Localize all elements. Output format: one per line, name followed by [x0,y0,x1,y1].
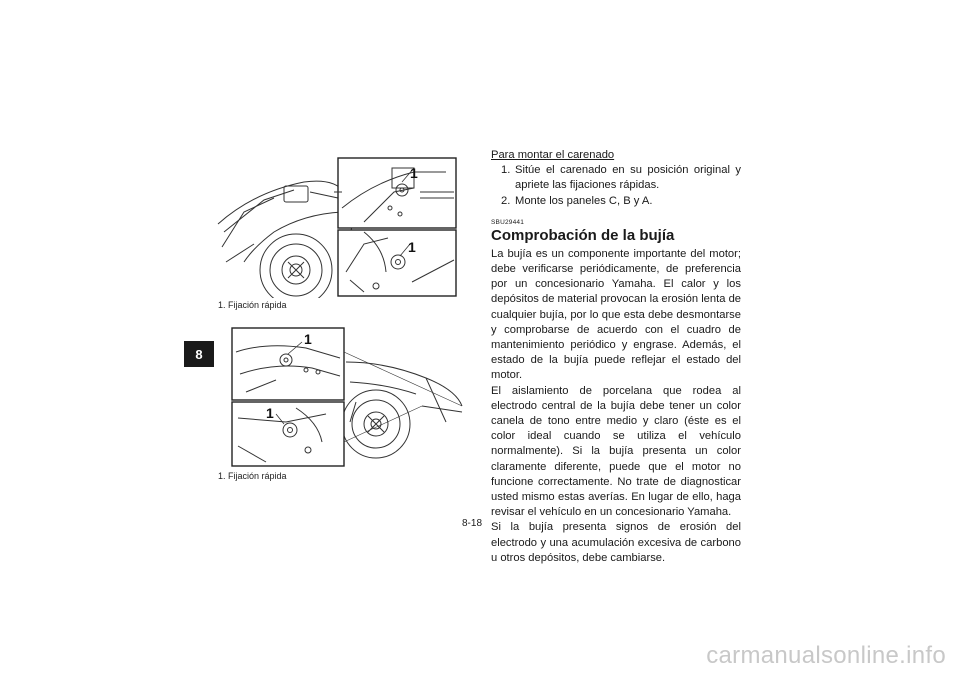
watermark: carmanualsonline.info [706,642,946,669]
section-code: SBU29441 [491,218,525,226]
section-paragraph: La bujía es un componente importante del motor; debe verificarse periódicamente, de preferencia por un concesionario Yamaha. El calor y los depósitos de material provocan la erosión lenta de cualquier bujía, por lo que esta debe desmontarse y comprobarse de acuerdo con el cuadro de mantenimiento periódico y engrase. Además, el estado de la bujía puede reflejar el estado del motor. [491,247,742,382]
figure-rear-fender-callout-bottom: 1 [266,405,274,421]
section-paragraph: El aislamiento de porcelana que rodea al electrodo central de la bujía debe tener un color canela de tono entre medio y claro (éste es el color ideal cuando se utiliza el vehículo normalmente). Si la bujía presenta un color claramente diferente, puede que el motor no funcione correctamente. No trate de diagnosticar usted mismo estas averías. En lugar de ello, haga revisar el vehículo en un concesionario Yamaha. [491,384,741,519]
figure-front-fender-inset-bottom [338,230,456,296]
mounting-step-text: Monte los paneles C, B y A. [515,194,653,207]
mounting-step-text: Sitúe el carenado en su posición original y apriete las fijaciones rápidas. [515,164,741,192]
content-column [491,148,741,566]
figure-front-fender-illustration [214,152,458,298]
chapter-tab [184,341,214,367]
figure-rear-fender-illustration [226,322,466,468]
figure-rear-fender-inset-top [232,328,344,400]
section-paragraph: Si la bujía presenta signos de erosión del electrodo y una acumulación excesiva de carbono u otros depósitos, debe cambiarse. [491,521,741,564]
section-title: Comprobación de la bujía [491,226,675,244]
figure-rear-fender-caption: 1. Fijación rápida [218,471,287,481]
mounting-step-number: 1. [501,164,511,177]
mounting-step [501,163,741,193]
mounting-heading: Para montar el carenado [491,149,615,161]
figure-rear-fender-inset-bottom [232,402,344,466]
mounting-step-number: 2. [501,194,511,207]
figure-front-fender-callout-top: 1 [410,165,418,181]
chapter-tab-label: 8 [195,346,203,362]
mounting-step [501,194,741,209]
figure-front-fender-callout-bottom: 1 [408,239,416,255]
page-number: 8-18 [462,518,483,529]
figure-rear-fender [226,322,466,468]
figure-front-fender [214,152,458,298]
figure-rear-fender-callout-top: 1 [304,331,312,347]
figure-front-fender-caption: 1. Fijación rápida [218,300,287,310]
